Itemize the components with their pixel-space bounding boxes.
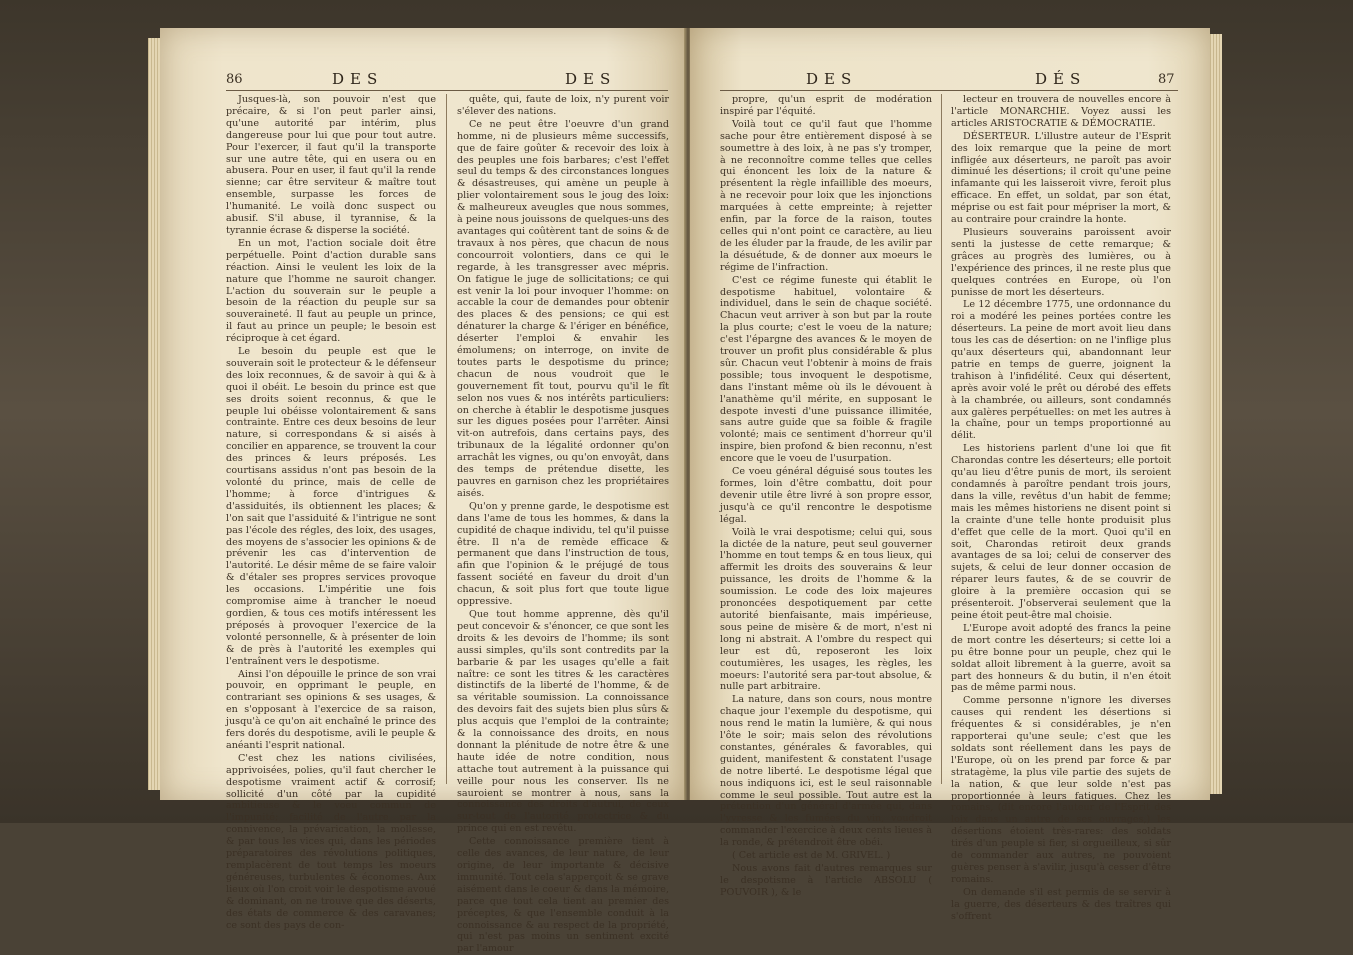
paragraph: C'est chez les nations civilisées, apprivoisées, polies, qu'il faut chercher le despotisme vraiment actif & corrosif; sollicité d'un côté par la cupidité ambitieuse & le voeu commun de l'impunité; facilité de l'autre par la connivence, la prévarication, la mollesse, & par tous les vices qui, dans les périodes préparatoires des révolutions politiques, remplacèrent de tout temps les moeurs généreuses, turbulentes & économes. Aux lieux où l'on croit voir le despotisme avoué & dominant, on ne trouve que des déserts, des états de commerce & des caravanes; ce sont des pays de con- <box>226 752 436 931</box>
right-page-edges <box>1208 34 1222 794</box>
paragraph: Plusieurs souverains paroissent avoir senti la justesse de cette remarque; & grâces au progrès des lumières, ou à l'expérience des princes, il ne reste plus que quelques contrées en Europe, où l'on punisse de mort les déserteurs. <box>951 226 1171 298</box>
paragraph: Qu'on y prenne garde, le despotisme est dans l'ame de tous les hommes, & dans la cupidité de chaque individu, tel qu'il puisse être. Il n'a de remède efficace & permanent que dans l'instruction de tous, afin que l'opinion & le préjugé de tous fassent société en faveur du droit d'un chacun, & soit plus fort que toute ligue oppressive. <box>457 500 669 608</box>
paragraph: Le 12 décembre 1775, une ordonnance du roi a modéré les peines portées contre les déserteurs. La peine de mort avoit lieu dans tous les cas de désertion: on ne l'inflige plus qu'aux déserteurs qui, abandonnant leur patrie en temps de guerre, joignent la trahison à l'infidélité. Ceux qui désertent, après avoir volé le prêt ou dérobé des effets à la chambrée, ou ailleurs, sont condamnés aux galères perpétuelles: on met les autres à la chaîne, pour un temps proportionné au délit. <box>951 299 1171 442</box>
running-head-right: DÉS <box>1035 70 1087 88</box>
paragraph: En un mot, l'action sociale doit être perpétuelle. Point d'action durable sans réaction. Ainsi le veulent les loix de la nature que l'homme ne sauroit changer. L'action du souverain sur le peuple a besoin de la réaction du peuple sur sa souveraineté. Il faut au peuple un prince, il faut au prince un peuple; le besoin est réciproque à cet égard. <box>226 237 436 345</box>
paragraph: Voilà le vrai despotisme; celui qui, sous la dictée de la nature, peut seul gouverner l'homme en tout temps & en tous lieux, qui affermit les droits des souverains & leur puissance, les droits de l'homme & la soumission. Le code des loix majeures prononcées despotiquement par cette autorité bienfaisante, mais impérieuse, sous peine de misère & de mort, n'est ni long ni abstrait. A l'ombre du respect qui leur est dû, reposeront les loix coutumières, les usages, les règles, les moeurs: l'autorité sera par-tout absolue, & nulle part arbitraire. <box>720 526 932 693</box>
paragraph: Le besoin du peuple est que le souverain soit le protecteur & le défenseur des loix reconnues, & de savoir à qui & à quoi il obéit. Le besoin du prince est que ses droits soient reconnus, & que le peuple lui obéisse volontairement & sans contrainte. Entre ces deux besoins de leur nature, si correspondans & si aisés à concilier en apparence, se trouvent la cour des princes & leurs préposés. Les courtisans assidus n'ont pas besoin de la volonté du prince, mais de celle de l'homme; à force d'intrigues & d'assiduités, ils obtiennent les places; & l'on sait que l'assiduité & l'intrigue ne sont pas l'école des régles, des loix, des usages, des moyens de s'associer les opinions & de prévenir les cas d'intervention de l'autorité. Le désir même de se faire valoir & d'étaler ses propres services provoque les occasions. L'impéritie une fois compromise aime à trancher le noeud gordien, & tous ces motifs intéressent les préposés à provoquer l'exercice de la volonté personnelle, & à présenter de loin & de près à l'autorité les exemples qui l'entraînent vers le despotisme. <box>226 346 436 667</box>
paragraph: La nature, dans son cours, nous montre chaque jour l'exemple du despotisme, qui nous rend le matin la lumière, & qui nous l'ôte le soir; mais selon des révolutions constantes, générales & favorables, qui guident, manifestent & constatent l'usage de notre liberté. Le despotisme légal que nous indiquons ici, est le seul raisonnable comme le seul possible. Tout autre est la prétention d'un général d'armée qui, dans l'yvresse & les fumées du vin, voudroit commander l'exercice à deux cents lieues à la ronde, & prétendroit être obéi. <box>720 694 932 849</box>
column-divider <box>446 94 447 784</box>
paragraph: DÉSERTEUR. L'illustre auteur de l'Esprit des loix remarque que la peine de mort infligée aux déserteurs, ne paroît pas avoir diminué les désertions; il croit qu'une peine infamante qui les laisseroit vivre, feroit plus efficace. En effet, un soldat, par son état, méprise ou est fait pour mépriser la mort, & au contraire pour craindre la honte. <box>951 130 1171 226</box>
page-number: 86 <box>226 72 243 87</box>
running-head-left: DES <box>332 70 384 88</box>
running-head-left: DES <box>806 70 858 88</box>
header-rule <box>720 90 1178 91</box>
text-column-1 <box>226 94 436 931</box>
paragraph: Ce ne peut être l'oeuvre d'un grand homme, ni de plusieurs même successifs, que de faire goûter & recevoir des loix à des peuples une fois barbares; c'est l'effet seul du temps & des circonstances longues & désastreuses, qui amène un peuple à plier volontairement sous le joug des loix: & malheureux aveugles que nous sommes, à peine nous jouissons de quelques-uns des avantages qui coûtèrent tant de soins & de travaux à nos pères, que chacun de nous concourroit volontiers, dans ce qui le regarde, à les transgresser avec mépris. On fatigue le juge de sollicitations; ce qui est venir la loi pour invoquer l'homme: on accable la cour de demandes pour obtenir des places & des pensions; ce qui est dénaturer la charge & l'ériger en bénéfice, déserter l'emploi & envahir les émolumens; on interroge, on invite de toutes parts le despotisme du prince; chacun de nous voudroit que le gouvernement fît tout, pourvu qu'il le fît selon nos vues & nos intérêts particuliers: on cherche à établir le despotisme jusques sur les digues posées pour l'arrêter. Ainsi vit-on autrefois, dans certains pays, des tribunaux de la légalité ordonner qu'on arrachât les vignes, ou qu'on envoyât, dans des temps de prétendue disette, les pauvres en garnison chez les propriétaires aisés. <box>457 118 669 499</box>
text-column-1 <box>720 94 932 898</box>
paragraph: Jusques-là, son pouvoir n'est que précaire, & si l'on peut parler ainsi, qu'une autorité par intérim, plus dangereuse pour lui que pour tout autre. Pour l'exercer, il faut qu'il la transporte sur une autre tête, qui en usera ou en abusera. Pour en user, il faut qu'il la rende sienne; car être serviteur & maître tout ensemble, surpasse les forces de l'humanité. Le voilà donc suspect ou abusif. S'il abuse, il tyrannise, & la tyrannie écrase & disperse la société. <box>226 94 436 236</box>
left-page <box>160 28 685 955</box>
page-number: 87 <box>1158 72 1175 87</box>
paragraph: Voilà tout ce qu'il faut que l'homme sache pour être entièrement disposé à se soumettre à des loix, à ne pas s'y tromper, à ne reconnoître comme telles que celles qui énoncent les loix de la nature & présentent la règle infaillible des moeurs, à ne recevoir pour loix que les injonctions marquées à cette empreinte; à rejetter enfin, par la force de la raison, toutes celles qui n'ont point ce caractère, au lieu de les éluder par la fraude, de les avilir par la désuétude, & de donner aux moeurs le régime de l'infraction. <box>720 118 932 273</box>
right-page <box>690 28 1210 922</box>
running-head-right: DES <box>565 70 617 88</box>
header-rule <box>226 90 668 91</box>
paragraph: ( Cet article est de M. GRIVEL. ) <box>732 850 891 862</box>
paragraph: Comme personne n'ignore les diverses causes qui rendent les désertions si fréquentes & si considérables, je n'en rapporterai qu'une seule; c'est que les soldats sont réellement dans les pays de l'Europe, où on les prend par force & par stratagème, la plus vile partie des sujets de la nation, & que leur solde n'est pas proportionnée à leurs fatigues. Chez les romains, (dit encore l'auteur de l'Esprit des loix dans un autre de ses ouvrages,) les désertions étoient très-rares: des soldats tirés d'un peuple si fier, si orgueilleux, si sûr de commander aux autres, ne pouvoient guères penser à s'avilir, jusqu'à cesser d'être romains. <box>951 695 1171 885</box>
paragraph: Les historiens parlent d'une loi que fit Charondas contre les déserteurs; elle portoit qu'au lieu d'être punis de mort, ils seroient condamnés à paroître pendant trois jours, dans la ville, revêtus d'un habit de femme; mais les mêmes historiens ne disent point si la crainte d'une telle honte produisit plus d'effet que celle de la mort. Quoi qu'il en soit, Charondas retiroit deux grands avantages de sa loi; celui de conserver des sujets, & celui de leur donner occasion de réparer leurs fautes, & de se couvrir de gloire à la première occasion qui se présenteroit. J'observerai seulement que la peine étoit peut-être mal choisie. <box>951 443 1171 621</box>
paragraph: L'Europe avoit adopté des francs la peine de mort contre les déserteurs; si cette loi a pu être bonne pour un peuple, chez qui le soldat alloit librement à la guerre, avoit sa part des honneurs & du butin, il n'en étoit pas de même parmi nous. <box>951 622 1171 694</box>
paragraph: Cette connoissance première tient à celle des avances, de leur nature, de leur origine, de leur importante & décisive immunité. Tout cela s'apperçoit & se grave aisément dans le coeur & dans la mémoire, parce que tout cela tient au premier des préceptes, & que l'ensemble conduit à la connoissance & au respect de la propriété, qui n'est pas moins un sentiment excité par l'amour <box>457 836 669 955</box>
paragraph: Nous avons fait d'autres remarques sur le despotisme à l'article ABSOLU ( POUVOIR ), & le <box>720 863 932 898</box>
text-column-2 <box>457 94 669 955</box>
paragraph: Ce voeu général déguisé sous toutes les formes, loin d'être combattu, doit pour devenir utile être livré à son propre essor, jusqu'à ce qu'il rencontre le despotisme légal. <box>720 466 932 525</box>
text-column-2 <box>951 94 1171 922</box>
paragraph: lecteur en trouvera de nouvelles encore à l'article MONARCHIE. Voyez aussi les articles ARISTOCRATIE & DÉMOCRATIE. <box>951 94 1171 129</box>
paragraph: C'est ce régime funeste qui établit le despotisme habituel, volontaire & individuel, dans le sein de chaque société. Chacun veut arriver à son but par la route la plus courte; c'est le voeu de la nature; c'est l'épargne des avances & le moyen de trouver un profit plus considérable & plus sûr. Chacun veut l'obtenir à moins de frais possible; tous invoquent le despotisme, dans l'instant même où ils le dévouent à l'anathème qu'il mérite, en supposant le despote investi d'une puissance illimitée, sans autre guide que sa foible & fragile volonté; mais ce sentiment d'horreur qu'il inspire, bien profond & bien reconnu, n'est encore que le voeu de l'usurpation. <box>720 274 932 465</box>
paragraph: Ainsi l'on dépouille le prince de son vrai pouvoir, en opprimant le peuple, en contrariant ses opinions & ses usages, & en s'opposant à l'exercice de sa raison, jusqu'à ce qu'on ait enchaîné le prince des fers dorés du despotisme, avili le peuple & anéanti l'esprit national. <box>226 668 436 751</box>
paragraph: On demande s'il est permis de se servir à la guerre, des déserteurs & des traîtres qui s'offrent <box>951 886 1171 922</box>
paragraph: propre, qu'un esprit de modération inspiré par l'équité. <box>720 94 932 117</box>
paragraph: quête, qui, faute de loix, n'y purent voir s'élever des nations. <box>457 94 669 117</box>
paragraph: Que tout homme apprenne, dès qu'il peut concevoir & s'énoncer, ce que sont les droits & les devoirs de l'homme; ils sont aussi simples, qu'ils sont contredits par la barbarie & par les usages qu'elle a fait naître: ce sont les titres & les caractères distinctifs de la liberté de l'homme, & de sa véritable soumission. La connoissance des devoirs fait des sujets bien plus sûrs & plus acquis que l'emploi de la contrainte; & la connoissance des droits, en nous donnant la plénitude de notre être & une haute idée de notre condition, nous attache tout autrement à la puissance qui veille pour nous les conserver. Ils ne sauroient se montrer à nous, sans la connoissance des droits d'autrui, de ceux sur-tout de l'autorité protectrice & du prince qui en est revêtu. <box>457 608 669 835</box>
column-divider <box>941 94 942 784</box>
